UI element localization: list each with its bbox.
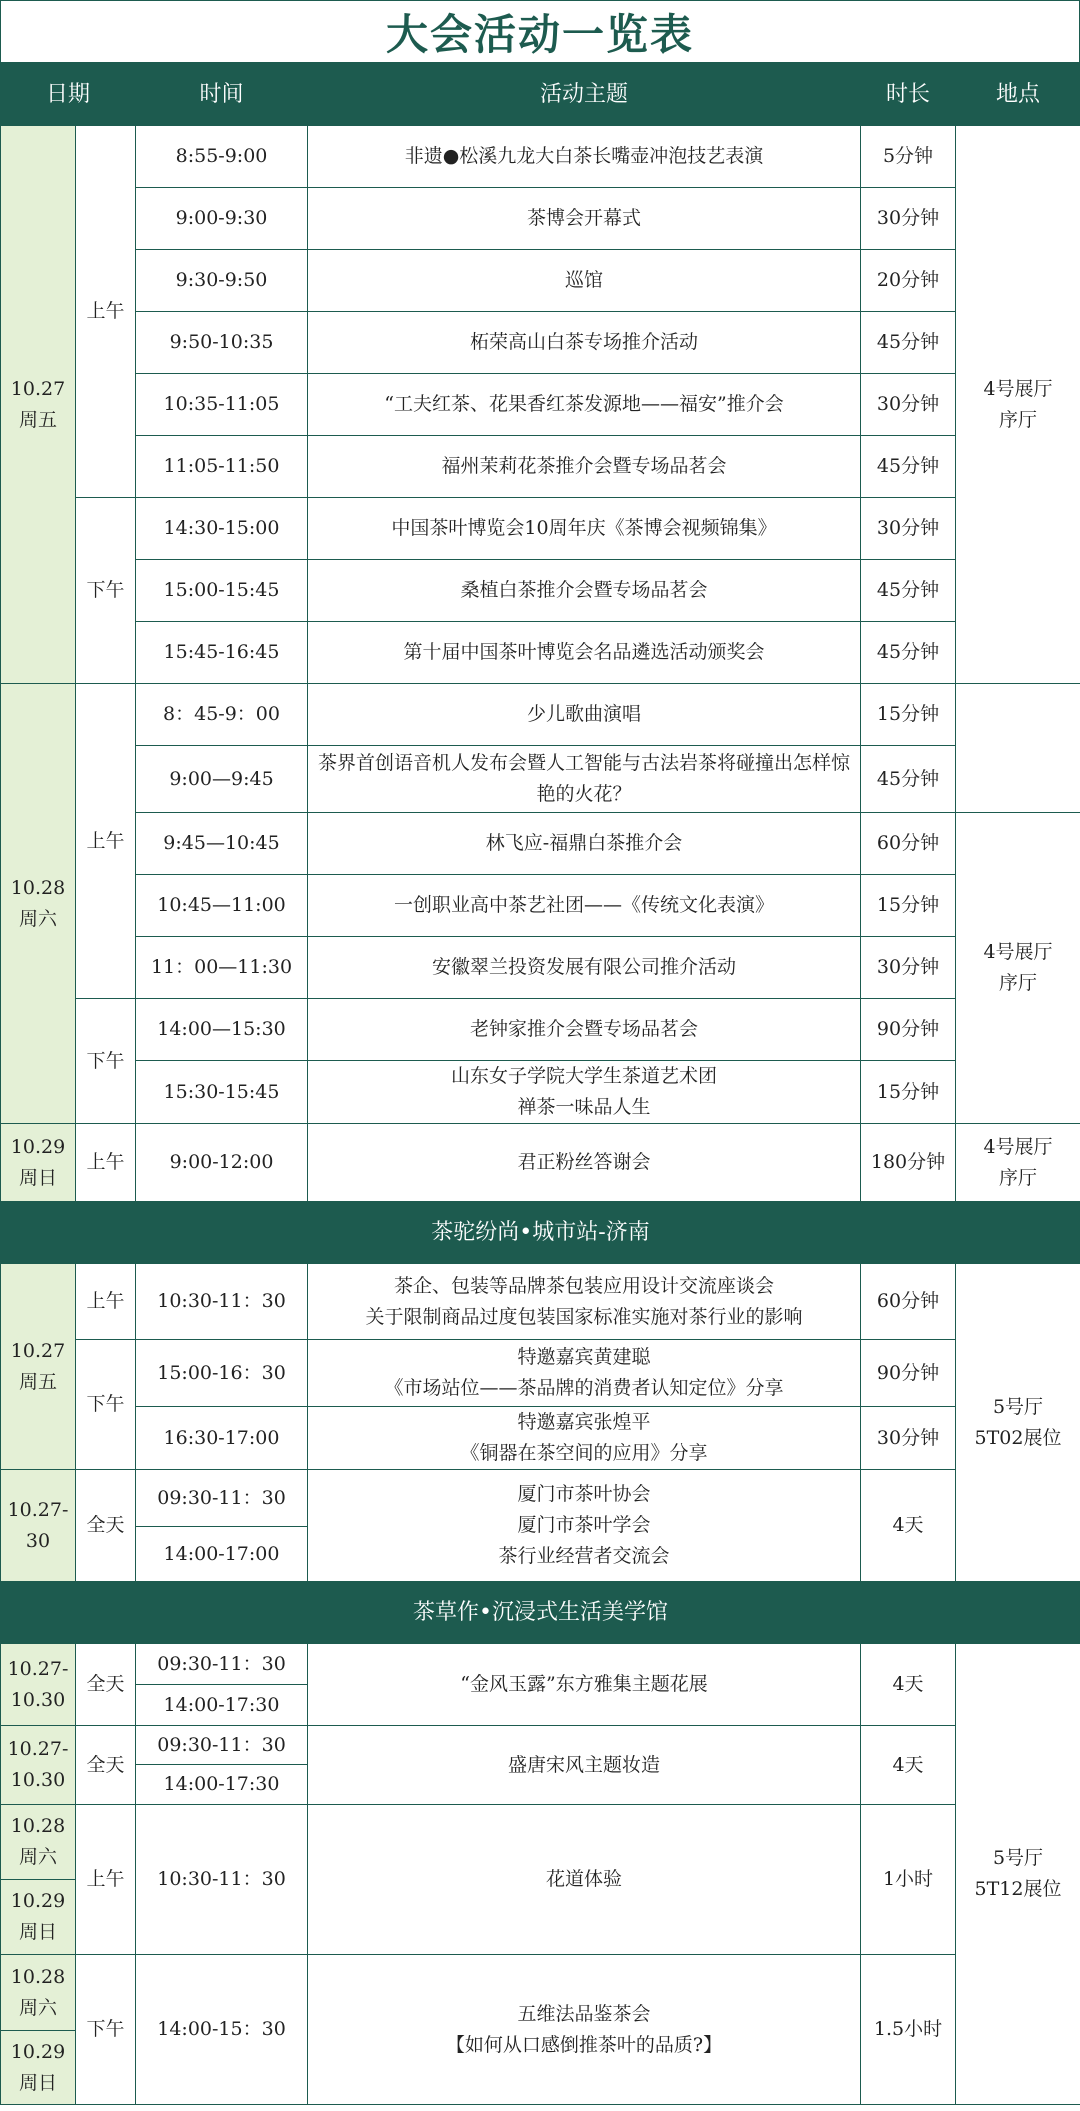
time-cell: 09:30-11：30 <box>136 1470 308 1527</box>
duration-cell: 45分钟 <box>861 312 956 374</box>
period-cell: 上午 <box>76 126 136 498</box>
time-cell: 9:50-10:35 <box>136 312 308 374</box>
section-title: 茶草作•沉浸式生活美学馆 <box>1 1582 1080 1644</box>
venue-cell: 4号展厅 序厅 <box>956 1124 1080 1202</box>
table-row <box>1 1340 1080 1407</box>
topic-cell: 茶界首创语音机人发布会暨人工智能与古法岩茶将碰撞出怎样惊艳的火花？ <box>308 746 861 813</box>
topic-cell: “工夫红茶、花果香红茶发源地——福安”推介会 <box>308 374 861 436</box>
topic-cell: 巡馆 <box>308 250 861 312</box>
table-row <box>1 188 1080 250</box>
duration-cell: 90分钟 <box>861 1340 956 1407</box>
section-header <box>1 1582 1080 1644</box>
table-row <box>1 312 1080 374</box>
table-row <box>1 436 1080 498</box>
date-cell: 10.29 周日 <box>1 1124 76 1202</box>
topic-cell: 安徽翠兰投资发展有限公司推介活动 <box>308 937 861 999</box>
date-cell: 10.29 周日 <box>1 1880 76 1955</box>
time-cell: 9:00-9:30 <box>136 188 308 250</box>
duration-cell: 45分钟 <box>861 560 956 622</box>
duration-cell: 5分钟 <box>861 126 956 188</box>
topic-cell: 林飞应-福鼎白茶推介会 <box>308 813 861 875</box>
table-row <box>1 1124 1080 1202</box>
duration-cell: 30分钟 <box>861 188 956 250</box>
duration-cell: 30分钟 <box>861 1407 956 1470</box>
topic-cell: 特邀嘉宾张煌平 《铜器在茶空间的应用》分享 <box>308 1407 861 1470</box>
topic-cell: 五维法品鉴茶会 【如何从口感倒推茶叶的品质?】 <box>308 1955 861 2105</box>
duration-cell: 15分钟 <box>861 684 956 746</box>
topic-cell: 一创职业高中茶艺社团——《传统文化表演》 <box>308 875 861 937</box>
date-cell: 10.29 周日 <box>1 2031 76 2105</box>
period-cell: 下午 <box>76 1955 136 2105</box>
header-topic: 活动主题 <box>308 63 861 126</box>
topic-cell: 花道体验 <box>308 1805 861 1955</box>
time-cell: 15:00-15:45 <box>136 560 308 622</box>
duration-cell: 4天 <box>861 1644 956 1726</box>
time-cell: 10:35-11:05 <box>136 374 308 436</box>
table-row <box>1 999 1080 1061</box>
time-cell: 15:00-16：30 <box>136 1340 308 1407</box>
topic-cell: 福州茉莉花茶推介会暨专场品茗会 <box>308 436 861 498</box>
topic-cell: 山东女子学院大学生茶道艺术团 禅茶一味品人生 <box>308 1061 861 1124</box>
time-cell: 11:05-11:50 <box>136 436 308 498</box>
time-cell: 8:55-9:00 <box>136 126 308 188</box>
venue-cell: 5号厅 5T12展位 <box>956 1644 1080 2105</box>
period-cell: 上午 <box>76 1264 136 1340</box>
venue-cell: 4号展厅 序厅 <box>956 813 1080 1124</box>
duration-cell: 1小时 <box>861 1805 956 1955</box>
date-cell: 10.28 周六 <box>1 1805 76 1880</box>
time-cell: 15:30-15:45 <box>136 1061 308 1124</box>
table-row <box>1 1805 1080 1880</box>
duration-cell: 15分钟 <box>861 1061 956 1124</box>
topic-cell: 特邀嘉宾黄建聪 《市场站位——茶品牌的消费者认知定位》分享 <box>308 1340 861 1407</box>
duration-cell: 1.5小时 <box>861 1955 956 2105</box>
table-row <box>1 1955 1080 2031</box>
time-cell: 9:00—9:45 <box>136 746 308 813</box>
table-row <box>1 937 1080 999</box>
table-row <box>1 684 1080 746</box>
date-cell: 10.27 周五 <box>1 1264 76 1470</box>
table-row <box>1 374 1080 436</box>
time-cell: 09:30-11：30 <box>136 1644 308 1685</box>
topic-cell: 茶博会开幕式 <box>308 188 861 250</box>
table-row <box>1 1470 1080 1527</box>
table-row <box>1 498 1080 560</box>
topic-cell: 中国茶叶博览会10周年庆《茶博会视频锦集》 <box>308 498 861 560</box>
venue-cell-empty <box>956 684 1080 813</box>
period-cell: 全天 <box>76 1470 136 1582</box>
topic-cell: 少儿歌曲演唱 <box>308 684 861 746</box>
time-cell: 14:00-15：30 <box>136 1955 308 2105</box>
date-cell: 10.28 周六 <box>1 1955 76 2031</box>
period-cell: 全天 <box>76 1644 136 1726</box>
time-cell: 9:45—10:45 <box>136 813 308 875</box>
topic-cell: 厦门市茶叶协会 厦门市茶叶学会 茶行业经营者交流会 <box>308 1470 861 1582</box>
schedule-table <box>0 62 1080 2105</box>
duration-cell: 45分钟 <box>861 436 956 498</box>
table-row <box>1 746 1080 813</box>
table-row <box>1 1264 1080 1340</box>
time-cell: 9:30-9:50 <box>136 250 308 312</box>
table-row <box>1 126 1080 188</box>
table-row <box>1 1407 1080 1470</box>
time-cell: 16:30-17:00 <box>136 1407 308 1470</box>
topic-cell: 第十届中国茶叶博览会名品遴选活动颁奖会 <box>308 622 861 684</box>
duration-cell: 45分钟 <box>861 746 956 813</box>
date-cell: 10.27- 10.30 <box>1 1726 76 1805</box>
table-row <box>1 250 1080 312</box>
period-cell: 下午 <box>76 1340 136 1470</box>
period-cell: 上午 <box>76 1805 136 1955</box>
time-cell: 14:00-17:30 <box>136 1685 308 1726</box>
topic-cell: 盛唐宋风主题妆造 <box>308 1726 861 1805</box>
duration-cell: 20分钟 <box>861 250 956 312</box>
period-cell: 下午 <box>76 999 136 1124</box>
duration-cell: 15分钟 <box>861 875 956 937</box>
duration-cell: 60分钟 <box>861 1264 956 1340</box>
duration-cell: 60分钟 <box>861 813 956 875</box>
time-cell: 14:00-17:00 <box>136 1527 308 1582</box>
header-venue: 地点 <box>956 63 1080 126</box>
time-cell: 11：00—11:30 <box>136 937 308 999</box>
header-time: 时间 <box>136 63 308 126</box>
section-title: 茶驼纷尚•城市站-济南 <box>1 1202 1080 1264</box>
time-cell: 10:30-11：30 <box>136 1805 308 1955</box>
topic-cell: 茶企、包装等品牌茶包装应用设计交流座谈会 关于限制商品过度包装国家标准实施对茶行业的影响 <box>308 1264 861 1340</box>
time-cell: 14:00-17:30 <box>136 1765 308 1805</box>
date-cell: 10.27- 10.30 <box>1 1644 76 1726</box>
header-date: 日期 <box>1 63 136 126</box>
header-duration: 时长 <box>861 63 956 126</box>
period-cell: 上午 <box>76 684 136 999</box>
date-cell: 10.27 周五 <box>1 126 76 684</box>
time-cell: 10:45—11:00 <box>136 875 308 937</box>
period-cell: 下午 <box>76 498 136 684</box>
venue-cell: 4号展厅 序厅 <box>956 126 1080 684</box>
topic-cell: 柘荣高山白茶专场推介活动 <box>308 312 861 374</box>
table-row <box>1 1726 1080 1765</box>
time-cell: 10:30-11：30 <box>136 1264 308 1340</box>
topic-cell: 非遗●松溪九龙大白茶长嘴壶冲泡技艺表演 <box>308 126 861 188</box>
table-row <box>1 622 1080 684</box>
duration-cell: 30分钟 <box>861 374 956 436</box>
page-title: 大会活动一览表 <box>0 0 1080 63</box>
duration-cell: 30分钟 <box>861 498 956 560</box>
topic-cell: 君正粉丝答谢会 <box>308 1124 861 1202</box>
time-cell: 8：45-9：00 <box>136 684 308 746</box>
table-row <box>1 875 1080 937</box>
period-cell: 上午 <box>76 1124 136 1202</box>
duration-cell: 45分钟 <box>861 622 956 684</box>
date-cell: 10.28 周六 <box>1 684 76 1124</box>
table-row <box>1 813 1080 875</box>
table-row <box>1 560 1080 622</box>
header-row <box>1 63 1080 126</box>
duration-cell: 180分钟 <box>861 1124 956 1202</box>
time-cell: 9:00-12:00 <box>136 1124 308 1202</box>
topic-cell: 桑植白茶推介会暨专场品茗会 <box>308 560 861 622</box>
section-header <box>1 1202 1080 1264</box>
time-cell: 14:00—15:30 <box>136 999 308 1061</box>
time-cell: 15:45-16:45 <box>136 622 308 684</box>
duration-cell: 4天 <box>861 1470 956 1582</box>
period-cell: 全天 <box>76 1726 136 1805</box>
venue-cell: 5号厅 5T02展位 <box>956 1264 1080 1582</box>
duration-cell: 30分钟 <box>861 937 956 999</box>
date-cell: 10.27- 30 <box>1 1470 76 1582</box>
topic-cell: “金风玉露”东方雅集主题花展 <box>308 1644 861 1726</box>
topic-cell: 老钟家推介会暨专场品茗会 <box>308 999 861 1061</box>
time-cell: 14:30-15:00 <box>136 498 308 560</box>
table-row <box>1 1644 1080 1685</box>
duration-cell: 4天 <box>861 1726 956 1805</box>
duration-cell: 90分钟 <box>861 999 956 1061</box>
table-row <box>1 1061 1080 1124</box>
time-cell: 09:30-11：30 <box>136 1726 308 1765</box>
